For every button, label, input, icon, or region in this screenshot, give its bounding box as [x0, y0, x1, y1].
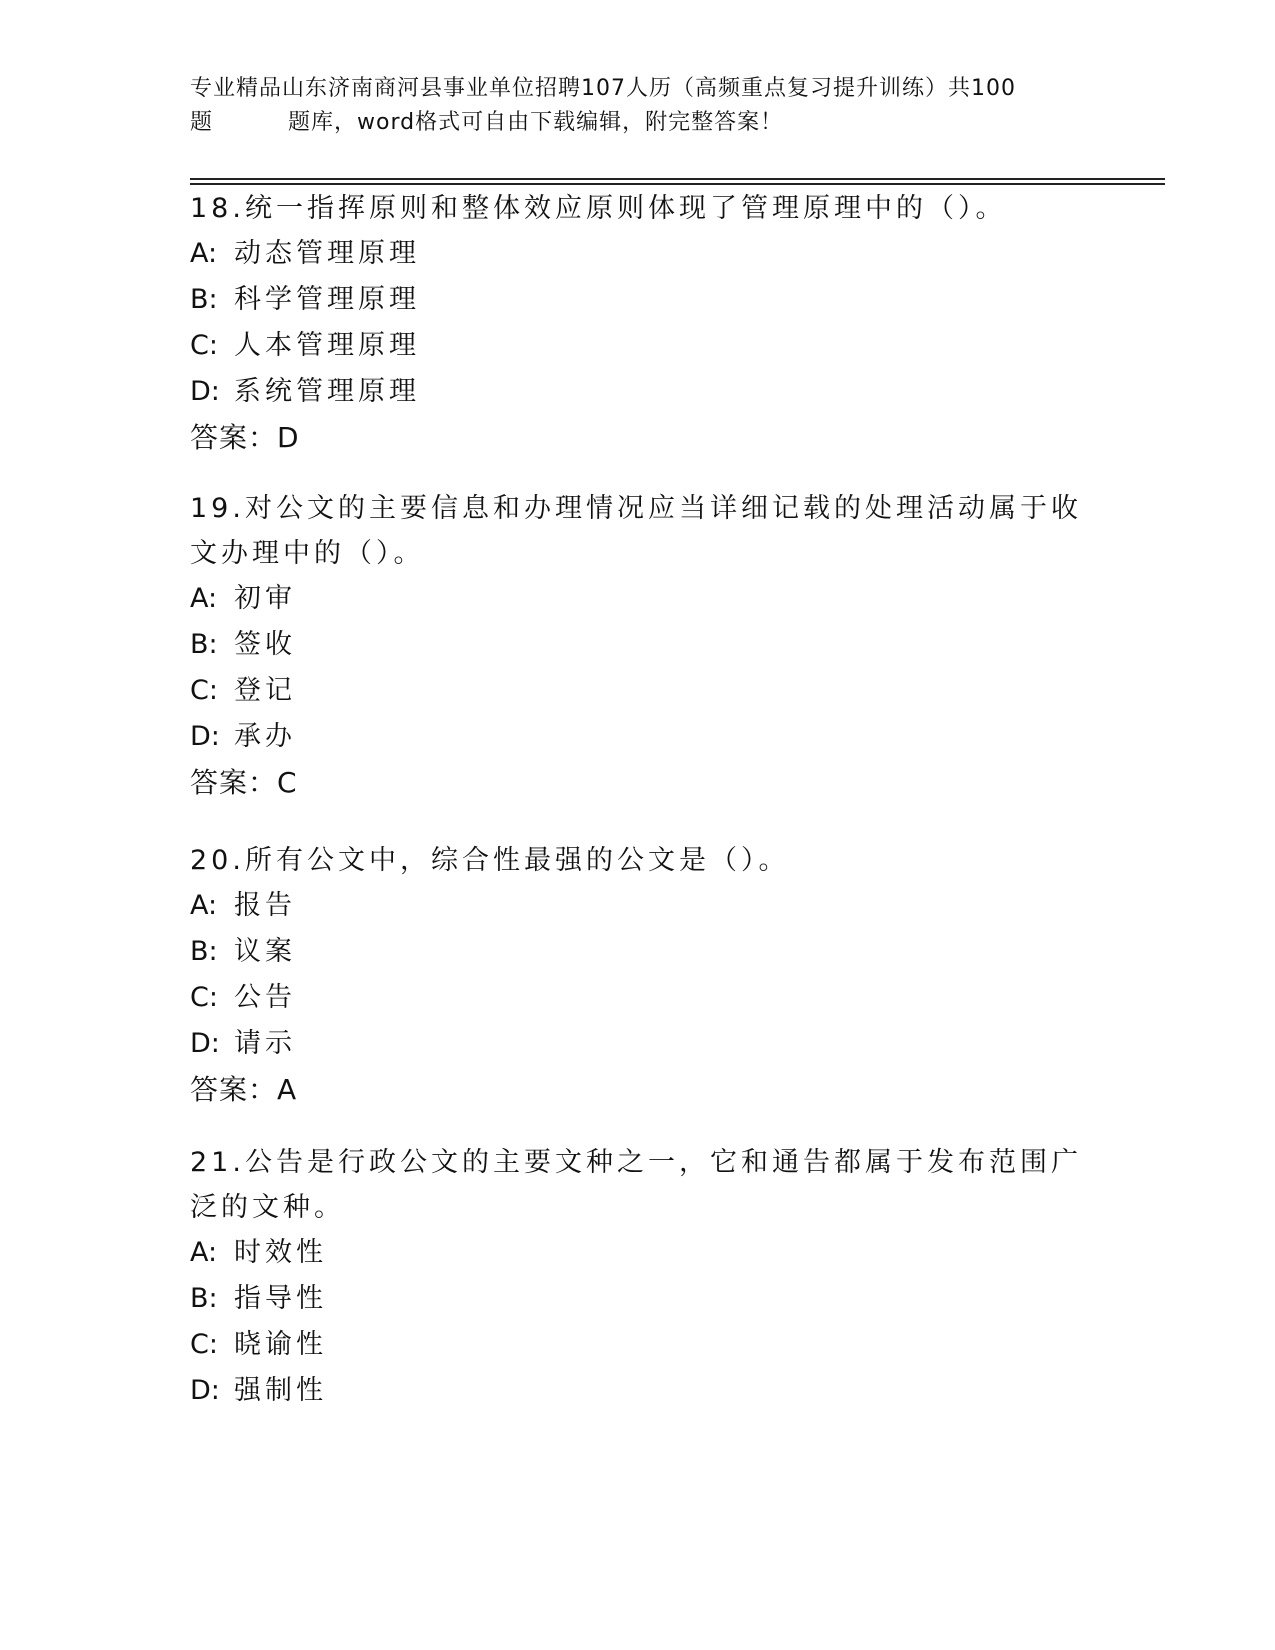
option-letter: B: [190, 629, 218, 660]
answer-text: 答案：C [190, 766, 298, 799]
option-b [190, 929, 1090, 975]
option-text: 人本管理原理 [234, 330, 420, 361]
option-c [190, 975, 1090, 1021]
answer-text: 答案：A [190, 1073, 298, 1106]
option-text: 承办 [234, 721, 296, 752]
option-letter: A: [190, 890, 218, 921]
option-text: 请示 [234, 1028, 296, 1059]
option-letter: C: [190, 982, 218, 1013]
question-20 [190, 838, 1090, 1113]
option-text: 报告 [234, 890, 296, 921]
option-text: 指导性 [234, 1283, 327, 1314]
option-c [190, 668, 1090, 714]
option-letter: D: [190, 1375, 220, 1406]
option-text: 时效性 [234, 1237, 327, 1268]
answer-text: 答案：D [190, 421, 300, 454]
question-18 [190, 186, 1090, 461]
option-text: 科学管理原理 [234, 284, 420, 315]
option-a [190, 883, 1090, 929]
option-text: 公告 [234, 982, 296, 1013]
option-letter: C: [190, 1329, 218, 1360]
option-text: 议案 [234, 936, 296, 967]
option-b [190, 1276, 1090, 1322]
option-text: 登记 [234, 675, 296, 706]
option-d [190, 1368, 1090, 1414]
header-title-line1: 专业精品山东济南商河县事业单位招聘107人历（高频重点复习提升训练）共100 [190, 76, 1016, 101]
question-21 [190, 1140, 1090, 1414]
option-letter: B: [190, 1283, 218, 1314]
question-19 [190, 486, 1090, 806]
option-d [190, 714, 1090, 760]
option-a [190, 231, 1090, 277]
option-text: 强制性 [234, 1375, 327, 1406]
option-d [190, 369, 1090, 415]
document-header [190, 72, 1090, 140]
option-c [190, 1322, 1090, 1368]
option-text: 签收 [234, 629, 296, 660]
header-title-line2-right: 题库，word格式可自由下载编辑，附完整答案！ [288, 110, 784, 135]
option-a [190, 1230, 1090, 1276]
option-letter: B: [190, 936, 218, 967]
question-text: 20.所有公文中，综合性最强的公文是（）。 [190, 845, 790, 876]
header-divider-bottom [190, 183, 1165, 185]
option-letter: C: [190, 330, 218, 361]
option-a [190, 576, 1090, 622]
option-c [190, 323, 1090, 369]
option-text: 晓谕性 [234, 1329, 327, 1360]
option-letter: D: [190, 376, 220, 407]
option-letter: B: [190, 284, 218, 315]
option-letter: A: [190, 1237, 218, 1268]
question-text: 19.对公文的主要信息和办理情况应当详细记载的处理活动属于收文办理中的（）。 [190, 493, 1082, 569]
header-divider-top [190, 178, 1165, 180]
option-text: 动态管理原理 [234, 238, 420, 269]
option-letter: D: [190, 1028, 220, 1059]
option-d [190, 1021, 1090, 1067]
header-title-line2-left: 题 [190, 110, 214, 135]
question-text: 18.统一指挥原则和整体效应原则体现了管理原理中的（）。 [190, 193, 1007, 224]
option-text: 初审 [234, 583, 296, 614]
option-b [190, 277, 1090, 323]
option-b [190, 622, 1090, 668]
option-letter: D: [190, 721, 220, 752]
header-title-line2 [190, 106, 1090, 140]
option-letter: A: [190, 583, 218, 614]
question-text: 21.公告是行政公文的主要文种之一，它和通告都属于发布范围广泛的文种。 [190, 1147, 1082, 1223]
option-letter: A: [190, 238, 218, 269]
option-text: 系统管理原理 [234, 376, 420, 407]
option-letter: C: [190, 675, 218, 706]
